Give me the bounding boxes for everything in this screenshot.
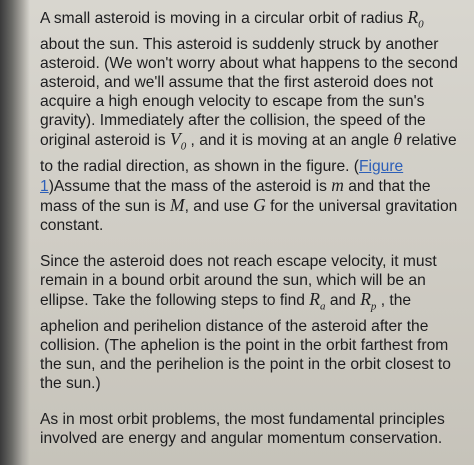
math-symbol: R bbox=[407, 7, 419, 27]
math-m: m bbox=[331, 174, 344, 195]
text-run: A small asteroid is moving in a circular orbit of radius bbox=[40, 10, 408, 27]
text-run: and bbox=[325, 292, 361, 310]
math-r0 bbox=[407, 7, 424, 31]
text-run: , and use bbox=[184, 197, 254, 215]
screen-edge-shadow bbox=[0, 0, 30, 465]
text-run: )Assume that the mass of the asteroid is bbox=[48, 177, 332, 195]
math-ra bbox=[309, 289, 326, 313]
math-symbol: R bbox=[309, 289, 320, 310]
math-symbol: V bbox=[170, 129, 181, 150]
math-rp bbox=[360, 289, 377, 313]
math-theta: θ bbox=[393, 129, 403, 150]
math-symbol: R bbox=[360, 289, 371, 310]
text-run: , and it is moving at an angle bbox=[186, 132, 394, 150]
text-run: about the sun. This asteroid is suddenly struck by another asteroid. (We won't worry about what happens to the second asteroid, and we'll assume that the first asteroid does not acquire a high enough velocity to escape from the sun's gravity). Immediately after the collision, the speed of the original asteroid is bbox=[40, 35, 458, 150]
text-run: and that the mass of the sun is bbox=[40, 177, 431, 215]
figure-1-link[interactable]: Figure 1 bbox=[40, 157, 404, 195]
text-run: Since the asteroid does not reach escape velocity, it must remain in a bound orbit around the sun, which will be an ellipse. Take the following steps to find bbox=[40, 253, 437, 310]
paragraph-orbit-steps bbox=[40, 252, 464, 393]
math-subscript: 0 bbox=[418, 18, 424, 31]
math-subscript: p bbox=[370, 300, 377, 313]
math-big-m: M bbox=[170, 194, 185, 215]
text-run: relative to the radial direction, as shown in the figure. ( bbox=[40, 132, 457, 175]
math-subscript: 0 bbox=[180, 140, 187, 153]
paragraph-principles bbox=[40, 410, 464, 448]
text-run: , the aphelion and perihelion distance of the asteroid after the collision. (The aphelion is the point in the orbit farthest from the sun, and the perihelion is the point in the orbit closest to the sun.) bbox=[40, 292, 451, 393]
math-subscript: a bbox=[320, 300, 326, 313]
text-run: As in most orbit problems, the most fundamental principles involved are energy and angular momentum conservation. bbox=[40, 411, 445, 448]
text-run: for the universal gravitation constant. bbox=[40, 197, 458, 234]
math-v0 bbox=[170, 129, 187, 153]
math-g: G bbox=[253, 194, 266, 215]
paragraph-problem-setup bbox=[40, 8, 464, 235]
